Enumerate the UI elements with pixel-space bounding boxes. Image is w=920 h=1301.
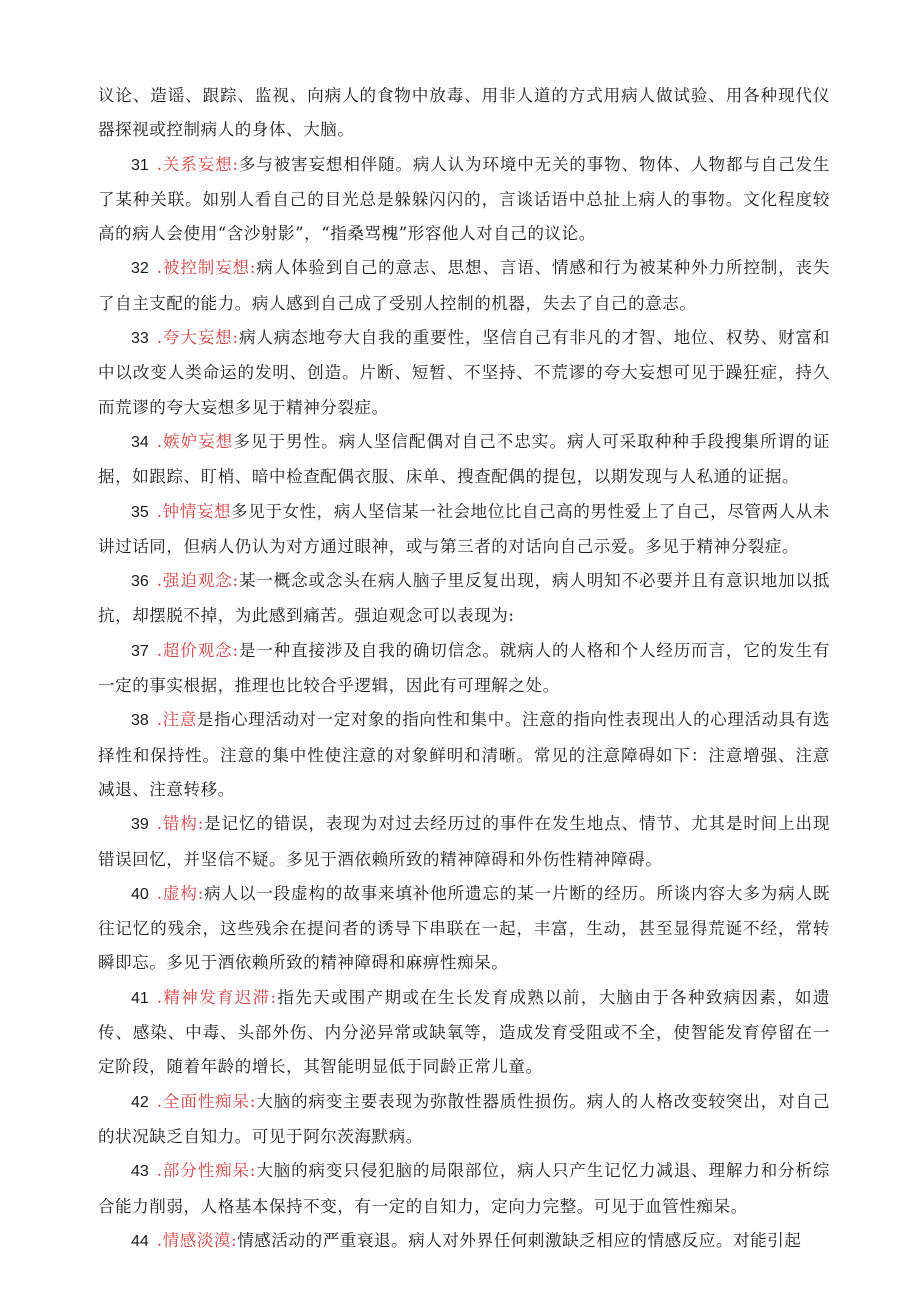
- entry-42: [98, 1085, 830, 1155]
- entry-text: 多见于男性。病人坚信配偶对自己不忠实。病人可采取种种手段搜集所谓的证据，如跟踪、盯梢、暗中检查配偶衣服、床单、搜查配偶的提包，以期发现与人私通的证据。: [98, 431, 830, 487]
- entry-number: 44: [131, 1232, 149, 1250]
- entry-term: .情感淡漠:: [156, 1230, 238, 1250]
- entry-term: .虚构:: [156, 883, 204, 903]
- entry-41: [98, 981, 830, 1085]
- entry-text: 多与被害妄想相伴随。病人认为环境中无关的事物、物体、人物都与自己发生了某种关联。如别人看自己的目光总是躲躲闪闪的，言谈话语中总扯上病人的事物。文化程度较高的病人会使用“含沙射影”，“指桑骂槐”形容他人对自己的议论。: [98, 154, 831, 244]
- entry-term: .注意: [156, 710, 197, 730]
- entry-text: 多见于女性，病人坚信某一社会地位比自己高的男性爱上了自己，尽管两人从未讲过话同，但病人仍认为对方通过眼神，或与第三者的对话向自己示爱。多见于精神分裂症。: [98, 501, 831, 556]
- entry-32: [98, 251, 830, 321]
- entry-term: .全面性痴呆:: [156, 1091, 257, 1111]
- entry-39: [98, 807, 830, 877]
- entry-number: 33: [131, 330, 149, 348]
- entry-term: .夸大妄想:: [156, 328, 239, 348]
- entry-text: 是记忆的错误，表现为对过去经历过的事件在发生地点、情节、尤其是时间上出现错误回忆，并坚信不疑。多见于酒依赖所致的精神障碍和外伤性精神障碍。: [98, 814, 830, 869]
- entry-text: 病人病态地夸大自我的重要性，坚信自己有非凡的才智、地位、权势、财富和中以改变人类命运的发明、创造。片断、短暂、不坚持、不荒谬的夸大妄想可见于躁狂症，持久而荒谬的夸大妄想多见于精神分裂症。: [98, 328, 831, 417]
- entry-term: .被控制妄想:: [156, 258, 257, 278]
- intro-paragraph: 议论、造谣、跟踪、监视、向病人的食物中放毒、用非人道的方式用病人做试验、用各种现代仪器探视或控制病人的身体、大脑。: [98, 86, 830, 140]
- entry-number: 43: [131, 1163, 149, 1181]
- entry-number: 37: [131, 642, 149, 660]
- entry-43: [98, 1154, 830, 1224]
- entry-number: 41: [131, 989, 149, 1007]
- entry-37: [98, 634, 830, 704]
- entry-text: 是指心理活动对一定对象的指向性和集中。注意的指向性表现出人的心理活动具有选择性和保持性。注意的集中性使注意的对象鲜明和清晰。常见的注意障碍如下：注意增强、注意减退、注意转移。: [98, 710, 831, 799]
- entry-term: .强迫观念:: [156, 571, 239, 591]
- entry-number: 35: [131, 503, 149, 521]
- entry-number: 42: [131, 1093, 149, 1111]
- entry-40: [98, 877, 830, 981]
- entry-text: 某一概念或念头在病人脑子里反复出现，病人明知不必要并且有意识地加以抵抗，却摆脱不掉，为此感到痛苦。强迫观念可以表现为:: [98, 571, 831, 626]
- document-page: [98, 79, 830, 1259]
- entry-38: [98, 703, 830, 807]
- entry-number: 39: [131, 816, 149, 834]
- entry-text: 大脑的病变主要表现为弥散性器质性损伤。病人的人格改变较突出，对自己的状况缺乏自知力。可见于阿尔茨海默病。: [98, 1091, 830, 1146]
- entry-44: [98, 1224, 830, 1259]
- entry-term: .钟情妄想: [156, 501, 232, 521]
- entry-text: 是一种直接涉及自我的确切信念。就病人的人格和个人经历而言，它的发生有一定的事实根据，推理也比较合乎逻辑，因此有可理解之处。: [98, 640, 831, 696]
- entry-term: .关系妄想:: [156, 154, 239, 174]
- entry-term: .部分性痴呆:: [156, 1161, 257, 1181]
- entry-34: [98, 425, 830, 495]
- entry-number: 38: [131, 712, 149, 730]
- entry-text: 病人以一段虚构的故事来填补他所遗忘的某一片断的经历。所谈内容大多为病人既往记忆的残余，这些残余在提问者的诱导下串联在一起，丰富，生动，甚至显得荒诞不经，常转瞬即忘。多见于酒依赖所致的精神障碍和麻痹性痴呆。: [98, 883, 830, 973]
- entry-text: 指先天或围产期或在生长发育成熟以前，大脑由于各种致病因素，如遗传、感染、中毒、头部外伤、内分泌异常或缺氧等，造成发育受阻或不全，使智能发育停留在一定阶段，随着年龄的增长，其智能明显低于同龄正常儿童。: [98, 987, 830, 1077]
- entry-term: .嫉妒妄想: [156, 431, 234, 451]
- entry-35: [98, 495, 830, 565]
- entry-number: 40: [131, 885, 149, 903]
- entry-number: 31: [131, 156, 149, 174]
- entry-term: .精神发育迟滞:: [156, 987, 277, 1007]
- entry-text: 大脑的病变只侵犯脑的局限部位，病人只产生记忆力减退、理解力和分析综合能力削弱，人格基本保持不变，有一定的自知力，定向力完整。可见于血管性痴呆。: [98, 1161, 830, 1216]
- entry-number: 32: [131, 260, 149, 278]
- entry-33: [98, 321, 830, 425]
- entry-31: [98, 148, 830, 252]
- entry-term: .错构:: [156, 814, 204, 834]
- entry-36: [98, 564, 830, 634]
- entry-text: 情感活动的严重衰退。病人对外界任何刺激缺乏相应的情感反应。对能引起: [237, 1230, 802, 1250]
- entry-number: 36: [131, 573, 149, 591]
- entry-number: 34: [131, 433, 149, 451]
- entry-text: 病人体验到自己的意志、思想、言语、情感和行为被某种外力所控制，丧失了自主支配的能力。病人感到自己成了受别人控制的机器，失去了自己的意志。: [98, 258, 830, 313]
- entry-term: .超价观念:: [156, 640, 239, 660]
